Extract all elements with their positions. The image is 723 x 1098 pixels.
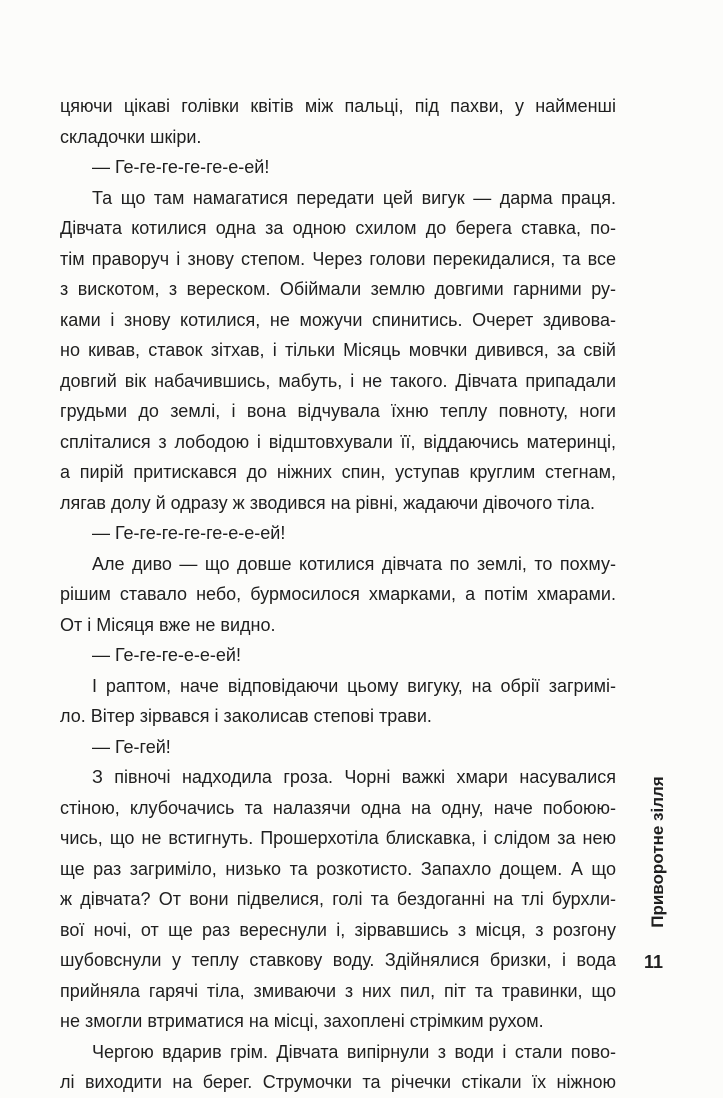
text-line: — Ге-ге-ге-ге-ге-е-е-ей! — [92, 523, 286, 543]
text-line: Дівчата котилися одна за одною схилом до берега ставка, по- — [60, 218, 616, 238]
text-line: Та що там намагатися передати цей вигук — дарма праця. — [92, 187, 616, 208]
running-title: Приворотне зілля — [648, 776, 667, 928]
text-line: лі виходити на берег. Струмочки та річечки стікали їх ніжною — [60, 1072, 616, 1092]
text-line: а пирій притискався до ніжних спин, уступав круглим стегнам, — [60, 462, 616, 482]
text-line: От і Місяця вже не видно. — [60, 614, 276, 635]
text-line: — Ге-ге-ге-е-е-ей! — [92, 645, 241, 665]
text-line: не змогли втриматися на місці, захоплені стрімким рухом. — [60, 1011, 544, 1031]
text-line: ками і знову котилися, не можучи спинитись. Очерет здивова- — [60, 309, 616, 330]
text-line: довгий вік набачившись, мабуть, і не такого. Дівчата припадали — [60, 370, 616, 391]
text-line: — Ге-ге-ге-ге-ге-е-ей! — [92, 157, 270, 177]
text-line: грудьми до землі, і вона відчувала їхню теплу повноту, ноги — [60, 401, 616, 421]
text-line: вої ночі, от ще раз вереснули і, зірвавшись з місця, з розгону — [60, 919, 616, 940]
text-line: ж дівчата? От вони підвелися, голі та бездоганні на тлі бурхли- — [60, 889, 616, 909]
body-text — [60, 91, 616, 1098]
text-line: спліталися з лободою і відштовхували її, віддаючись материнці, — [60, 431, 616, 452]
text-line: прийняла гарячі тіла, змиваючи з них пил, піт та травинки, що — [60, 980, 616, 1001]
text-line: чись, що не встигнуть. Прошерхотіла блискавка, і слідом за нею — [60, 828, 616, 848]
text-line: з вискотом, з вереском. Обіймали землю довгими гарними ру- — [60, 279, 616, 299]
text-line: І раптом, наче відповідаючи цьому вигуку, на обрії загримі- — [92, 675, 616, 696]
text-line: шубовснули у теплу ставкову воду. Здійнялися бризки, і вода — [60, 950, 616, 970]
text-line: Чергою вдарив грім. Дівчата випірнули з води і стали пово- — [92, 1041, 616, 1062]
text-line: ще раз загриміло, низько та розкотисто. Запахло дощем. А що — [60, 858, 616, 879]
text-line: З півночі надходила гроза. Чорні важкі хмари насувалися — [92, 767, 616, 787]
text-line: тім праворуч і знову степом. Через голови перекидалися, та все — [60, 248, 616, 269]
text-line: складочки шкіри. — [60, 126, 202, 147]
text-line: Але диво — що довше котилися дівчата по землі, то похму- — [92, 553, 616, 574]
text-line: — Ге-гей! — [92, 736, 171, 757]
text-line: лягав долу й одразу ж зводився на рівні, жадаючи дівочого тіла. — [60, 492, 595, 513]
text-line: стіною, клубочачись та налазячи одна на одну, наче побоюю- — [60, 797, 616, 818]
text-line: но кивав, ставок зітхав, і тільки Місяць мовчки дивився, за свій — [60, 340, 616, 360]
page-number: 11 — [644, 952, 664, 972]
text-line: цяючи цікаві голівки квітів між пальці, під пахви, у найменші — [60, 96, 616, 116]
text-line: рішим ставало небо, бурмосилося хмарками, а потім хмарами. — [60, 584, 616, 604]
text-line: ло. Вітер зірвався і заколисав степові трави. — [60, 706, 432, 726]
